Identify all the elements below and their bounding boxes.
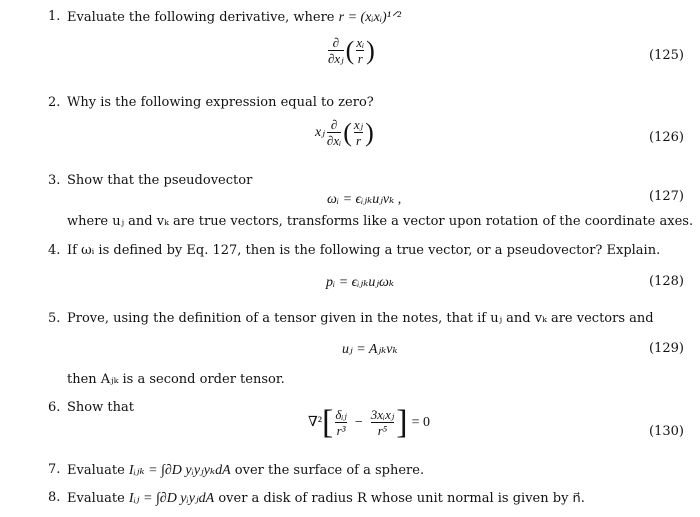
- left-paren: (: [343, 118, 352, 147]
- item-6-number: 6.: [48, 400, 61, 415]
- equation-128: pᵢ = ϵᵢⱼₖuⱼωₖ: [326, 275, 395, 290]
- equation-126: xⱼ $\frac{\partial}{\text{∂xᵢ}}$ ( $\frac{\text{xⱼ}}{r}$ ): [315, 117, 374, 148]
- right-bracket: ]: [396, 404, 408, 441]
- item-1-number: 1.: [48, 9, 61, 24]
- right-paren: ): [366, 36, 375, 65]
- item-7-math: Iᵢⱼₖ = ∫∂D yᵢyⱼyₖdA: [128, 463, 231, 478]
- item-5-continuation: then Aⱼₖ is a second order tensor.: [67, 372, 285, 387]
- item-1-text: Evaluate the following derivative, where r = (xᵢxᵢ)¹ᐟ²: [67, 10, 402, 25]
- item-6-text: Show that: [67, 400, 134, 415]
- equation-number-129: (129): [649, 341, 684, 356]
- equation-130: ∇²[ $\frac{\text{δᵢⱼ}}{\text{r³}}$ − $\frac{\text{3xᵢxⱼ}}{\text{r⁵}}$ ] = 0: [308, 404, 431, 441]
- item-8-number: 8.: [48, 490, 61, 505]
- item-4-text: If ωᵢ is defined by Eq. 127, then is the following a true vector, or a pseudovector? Explain.: [67, 243, 661, 258]
- equation-number-126: (126): [649, 130, 684, 145]
- item-2-number: 2.: [48, 95, 61, 110]
- product-fraction: $\frac{\text{3xᵢxⱼ}}{\text{r⁵}}$: [370, 407, 395, 438]
- left-bracket: [: [321, 404, 334, 441]
- equation-number-125: (125): [649, 48, 684, 63]
- equation-129: uⱼ = Aⱼₖvₖ: [342, 342, 398, 357]
- equation-number-128: (128): [649, 274, 684, 289]
- equation-number-127: (127): [649, 189, 684, 204]
- ratio-fraction: $\frac{\text{xᵢ}}{r}$: [356, 35, 365, 66]
- item-1-math: r = (xᵢxᵢ)¹ᐟ²: [338, 10, 402, 25]
- item-7-text: Evaluate Iᵢⱼₖ = ∫∂D yᵢyⱼyₖdA over the surface of a sphere.: [67, 463, 425, 478]
- partial-fraction: $\frac{\partial}{\text{∂xⱼ}}$: [328, 35, 344, 66]
- right-paren: ): [365, 118, 374, 147]
- equation-125: [326, 36, 375, 66]
- item-5-number: 5.: [48, 311, 61, 326]
- item-4-number: 4.: [48, 243, 61, 258]
- item-8-math: Iᵢⱼ = ∫∂D yᵢyⱼdA: [128, 491, 215, 506]
- equation-number-130: (130): [649, 424, 684, 439]
- item-3-text: Show that the pseudovector: [67, 173, 253, 188]
- item-5-text: Prove, using the definition of a tensor given in the notes, that if uⱼ and vₖ are vectors and: [67, 311, 654, 326]
- item-3-continuation: where uⱼ and vₖ are true vectors, transforms like a vector upon rotation of the coordinate axes.: [67, 214, 694, 229]
- left-paren: (: [345, 36, 355, 65]
- partial-fraction: $\frac{\partial}{\text{∂xᵢ}}$: [326, 117, 342, 148]
- item-2-text: Why is the following expression equal to zero?: [67, 95, 374, 110]
- ratio-fraction: $\frac{\text{xⱼ}}{r}$: [353, 117, 364, 148]
- delta-fraction: $\frac{\text{δᵢⱼ}}{\text{r³}}$: [335, 407, 347, 438]
- item-3-number: 3.: [48, 173, 61, 188]
- item-8-text: Evaluate Iᵢⱼ = ∫∂D yᵢyⱼdA over a disk of radius R whose unit normal is given by n⃗.: [67, 491, 585, 506]
- item-7-number: 7.: [48, 462, 61, 477]
- equation-127: ωᵢ = ϵᵢⱼₖuⱼvₖ ,: [327, 192, 402, 207]
